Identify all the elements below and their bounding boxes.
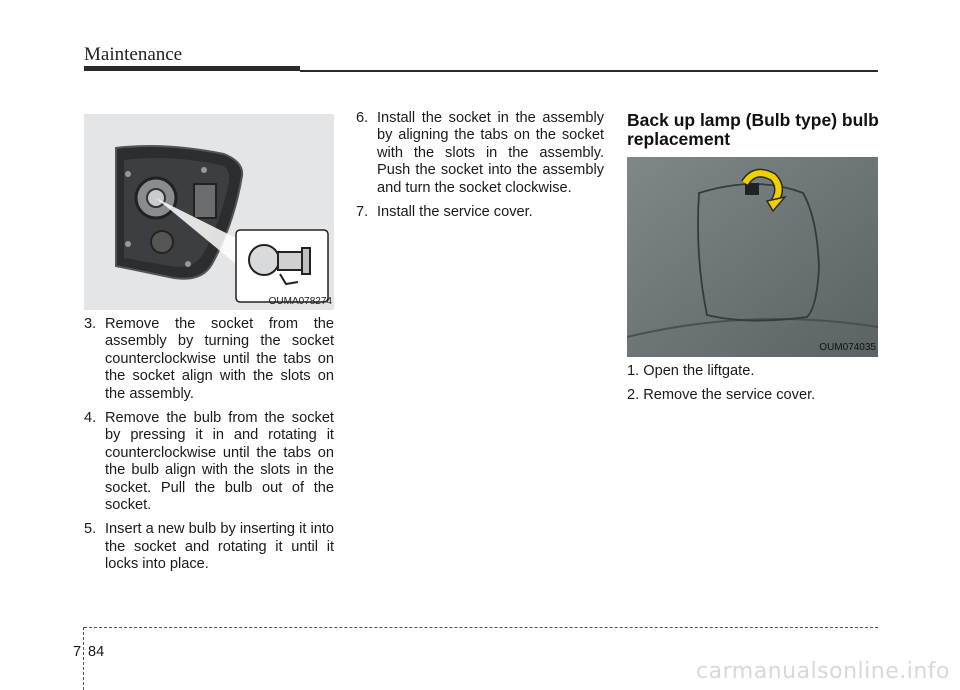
chapter-number: 7 (73, 644, 82, 660)
page-number: 84 (88, 644, 105, 660)
middle-steps-list (356, 110, 604, 228)
step-item (84, 410, 334, 514)
right-steps-list (627, 363, 878, 412)
step-item (356, 204, 604, 221)
step-number: 4. (84, 410, 97, 427)
step-text: 1. Open the liftgate. (627, 363, 755, 379)
step-number: 6. (356, 110, 369, 126)
step-item (84, 316, 334, 403)
step-text: Install the service cover. (377, 204, 533, 221)
step-number: 5. (84, 521, 97, 538)
header-rule-thick (84, 66, 300, 71)
step-item (627, 387, 878, 404)
figure-socket-removal (84, 114, 334, 310)
header-rule-thin (300, 70, 878, 72)
step-text: Insert a new bulb by inserting it into the socket and rotating it until it locks into place. (105, 521, 334, 573)
step-item (627, 363, 878, 380)
page-header-title: Maintenance (84, 44, 183, 65)
step-text: Install the socket in the assembly by aligning the tabs on the socket with the slots in the assembly. Push the socket into the assembly and turn the socket clockwise. (377, 110, 604, 196)
service-cover-illustration (627, 157, 878, 357)
section-title: Back up lamp (Bulb type) bulb replacement (627, 110, 879, 149)
footer-rule (84, 627, 878, 628)
left-steps-list (84, 316, 334, 581)
figure-service-cover (627, 157, 878, 357)
watermark: carmanualsonline.info (696, 659, 950, 684)
step-text: Remove the socket from the assembly by turning the socket counterclockwise until the tabs on the socket align with the slots on the assembly. (105, 316, 334, 402)
socket-removal-illustration (84, 114, 334, 310)
step-number: 7. (356, 204, 369, 221)
step-text: 2. Remove the service cover. (627, 387, 816, 404)
step-item (84, 521, 334, 573)
footer-vertical-rule (83, 627, 84, 690)
step-number: 3. (84, 316, 97, 332)
step-item (356, 110, 604, 197)
figure-caption: OUM074035 (819, 342, 876, 353)
step-text: Remove the bulb from the socket by pressing it in and rotating it counterclockwise until the tabs on the bulb align with the slots in the socket. Pull the bulb out of the socket. (105, 410, 334, 514)
figure-caption: OUMA078274 (268, 296, 332, 307)
